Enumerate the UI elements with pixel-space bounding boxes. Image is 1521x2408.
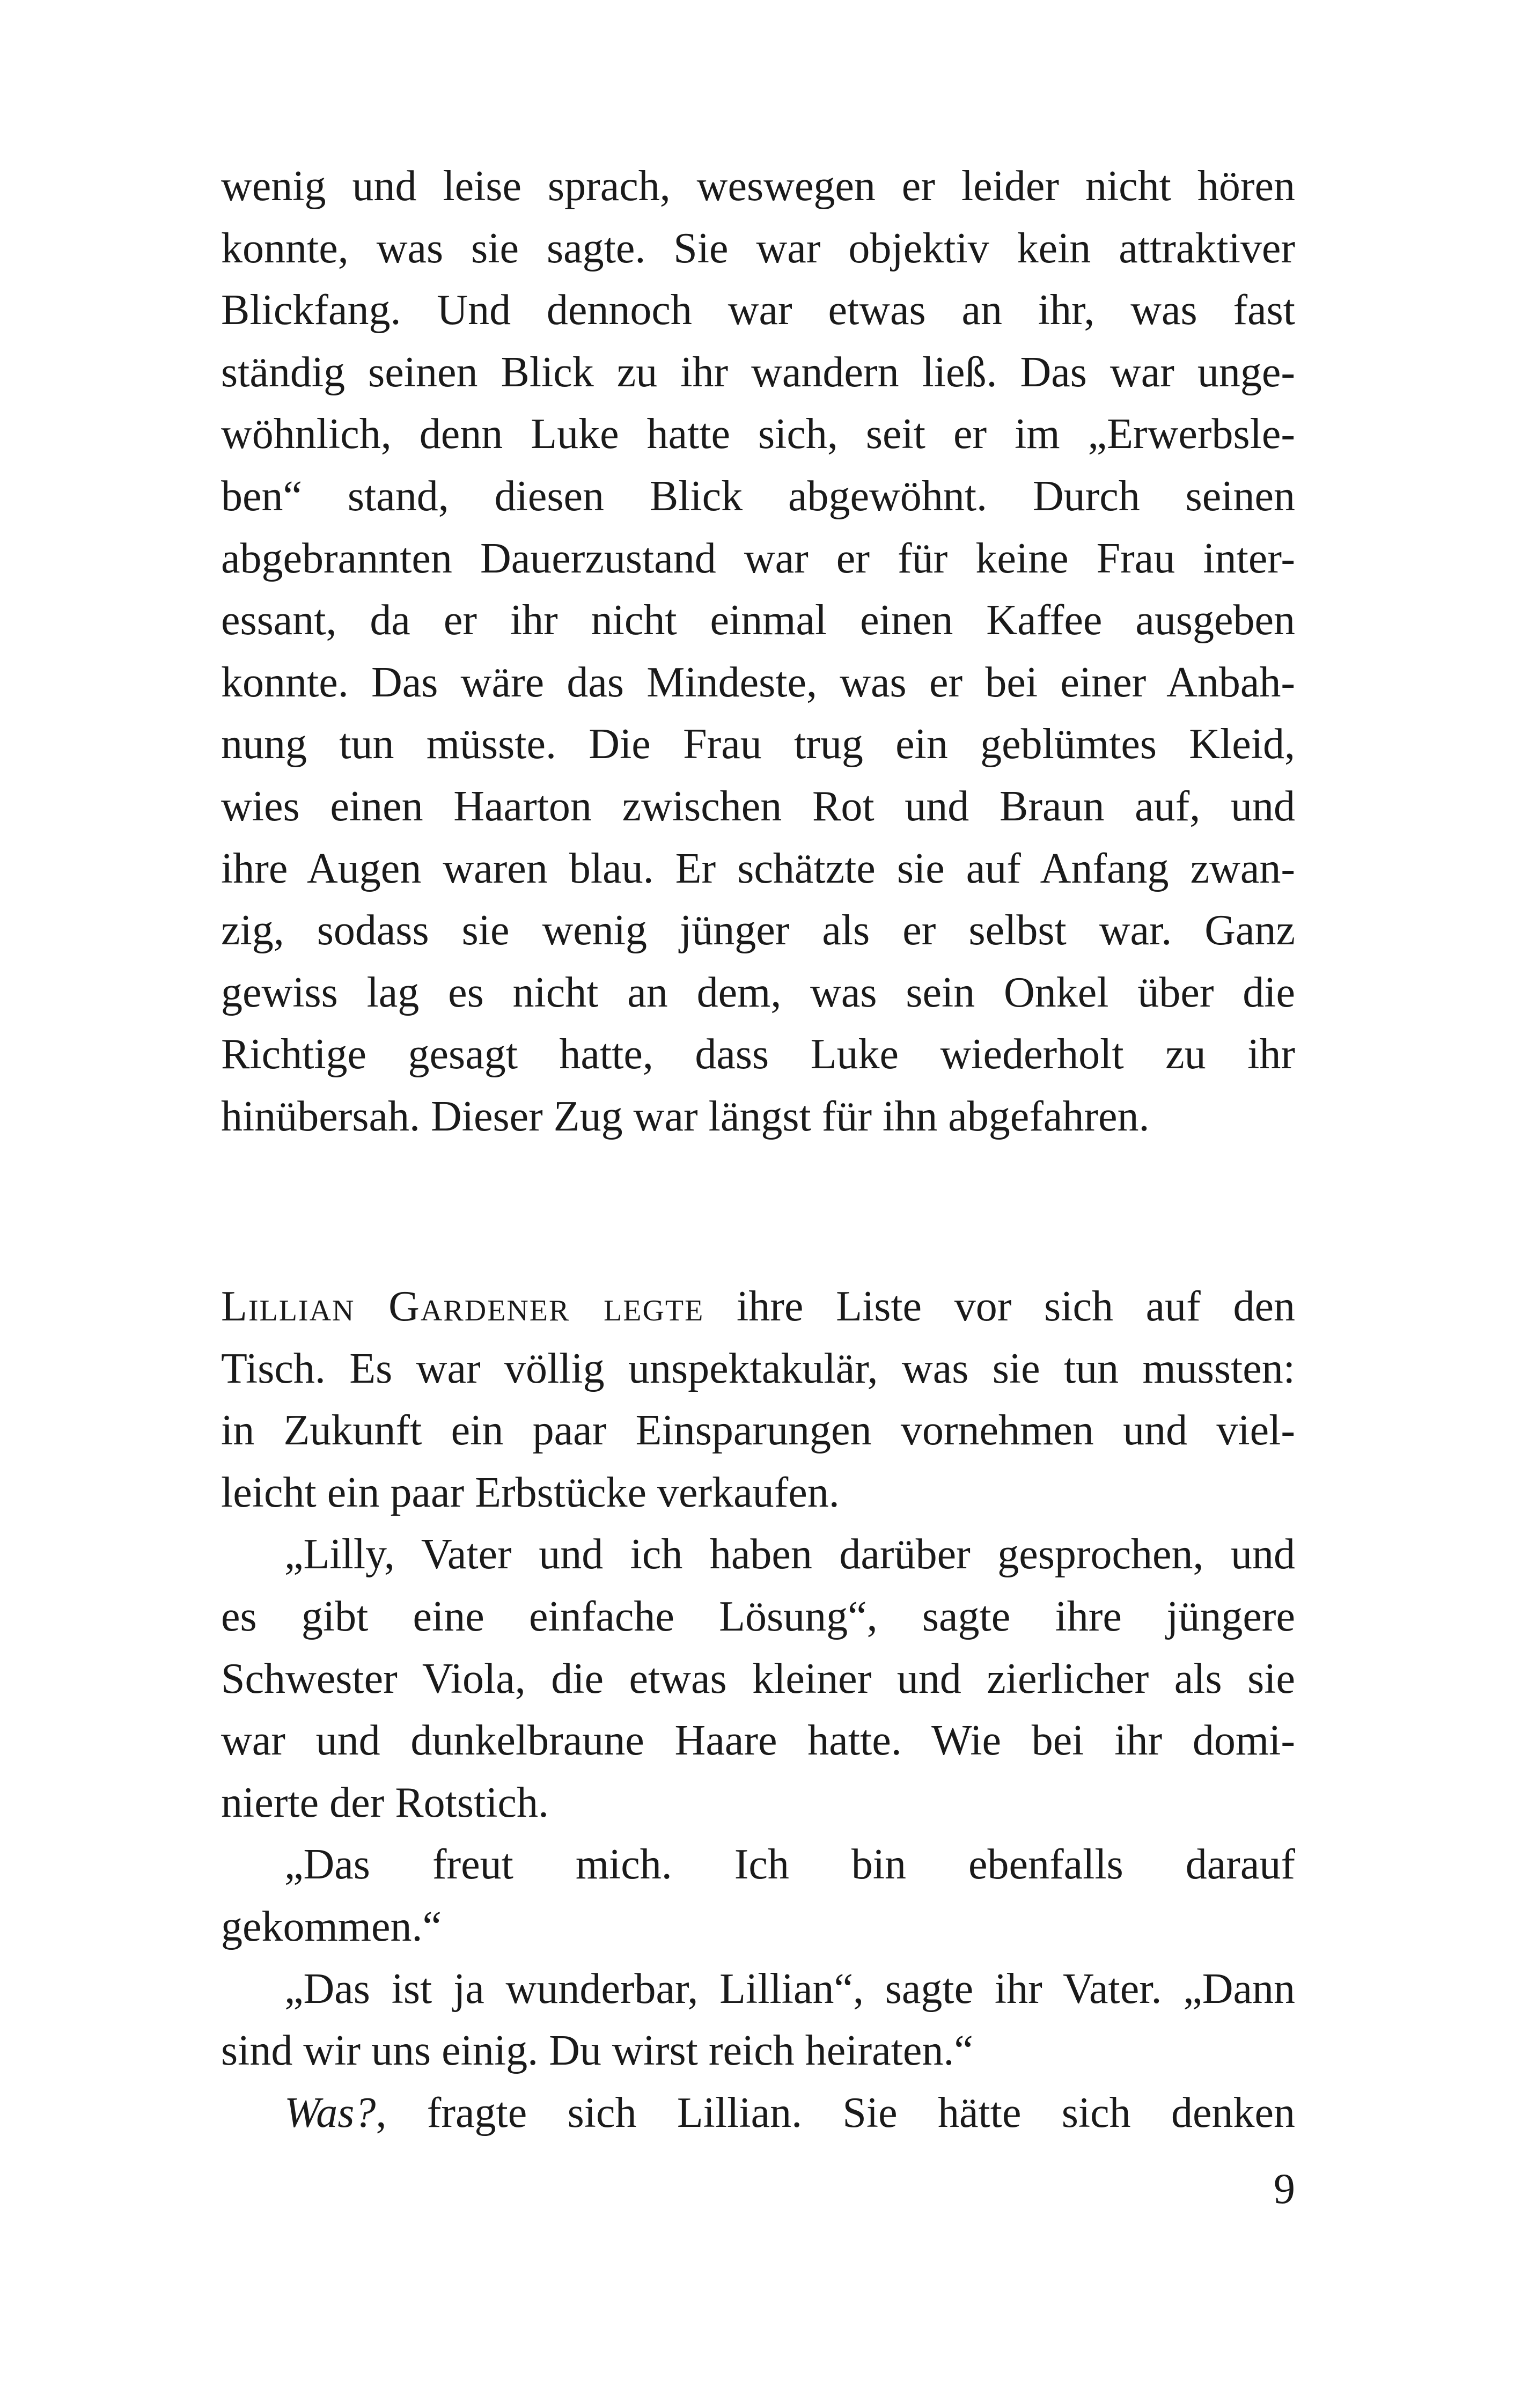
text-line: gekommen.“ [221, 1903, 442, 1950]
text-line: konnte. Das wäre das Mindeste, was er bei einer Anbah- [221, 658, 1295, 706]
text-line: Blickfang. Und dennoch war etwas an ihr, was fast [221, 287, 1295, 334]
text-line: abgebrannten Dauerzustand war er für keine Frau inter- [221, 534, 1295, 582]
text-line: „Das freut mich. Ich bin ebenfalls darauf [284, 1841, 1295, 1889]
text-line: ihre Augen waren blau. Er schätzte sie auf Anfang zwan- [221, 845, 1295, 892]
scene-opening-line [221, 1276, 1295, 1338]
text-block-new-scene [221, 1276, 1295, 2144]
text-line: es gibt eine einfache Lösung“, sagte ihre jüngere [221, 1592, 1295, 1640]
text-line: Schwester Viola, die etwas kleiner und zierlicher als sie [221, 1655, 1295, 1702]
scene-opening-smallcaps: Lillian Gardener legte [221, 1283, 704, 1330]
text-line: essant, da er ihr nicht einmal einen Kaffee ausgeben [221, 597, 1295, 644]
text-line: ständig seinen Blick zu ihr wandern ließ. Das war unge- [221, 348, 1295, 396]
text-line-last-rest: , fragte sich Lillian. Sie hätte sich denken [376, 2089, 1295, 2137]
text-line: wöhnlich, denn Luke hatte sich, seit er im „Erwerbsle- [221, 410, 1295, 458]
page-number: 9 [1274, 2165, 1295, 2213]
scene-opening-rest: ihre Liste vor sich auf den [704, 1283, 1296, 1330]
text-line: Tisch. Es war völlig unspektakulär, was sie tun mussten: [221, 1345, 1295, 1392]
text-line: nierte der Rotstich. [221, 1779, 549, 1826]
italic-question: Was? [284, 2089, 376, 2137]
text-line: wies einen Haarton zwischen Rot und Braun auf, und [221, 782, 1295, 830]
text-line: leicht ein paar Erbstücke verkaufen. [221, 1469, 840, 1516]
text-line: hinübersah. Dieser Zug war längst für ihn abgefahren. [221, 1092, 1150, 1140]
text-line: gewiss lag es nicht an dem, was sein Onkel über die [221, 968, 1295, 1016]
text-line-last [221, 2082, 1295, 2145]
text-line: wenig und leise sprach, weswegen er leider nicht hören [221, 163, 1295, 210]
text-line: konnte, was sie sagte. Sie war objektiv kein attraktiver [221, 224, 1295, 272]
text-block-previous-scene [221, 156, 1295, 1148]
text-line: sind wir uns einig. Du wirst reich heiraten.“ [221, 2027, 973, 2075]
text-line: nung tun müsste. Die Frau trug ein geblümtes Kleid, [221, 721, 1295, 768]
text-line: zig, sodass sie wenig jünger als er selbst war. Ganz [221, 907, 1295, 955]
text-line: ben“ stand, diesen Blick abgewöhnt. Durch seinen [221, 472, 1295, 520]
text-line: „Lilly, Vater und ich haben darüber gesprochen, und [284, 1531, 1295, 1579]
text-line: Richtige gesagt hatte, dass Luke wiederholt zu ihr [221, 1031, 1295, 1078]
text-line: „Das ist ja wunderbar, Lillian“, sagte ihr Vater. „Dann [284, 1965, 1295, 2013]
text-line: war und dunkelbraune Haare hatte. Wie bei ihr domi- [221, 1717, 1295, 1765]
text-line: in Zukunft ein paar Einsparungen vornehmen und viel- [221, 1407, 1295, 1455]
